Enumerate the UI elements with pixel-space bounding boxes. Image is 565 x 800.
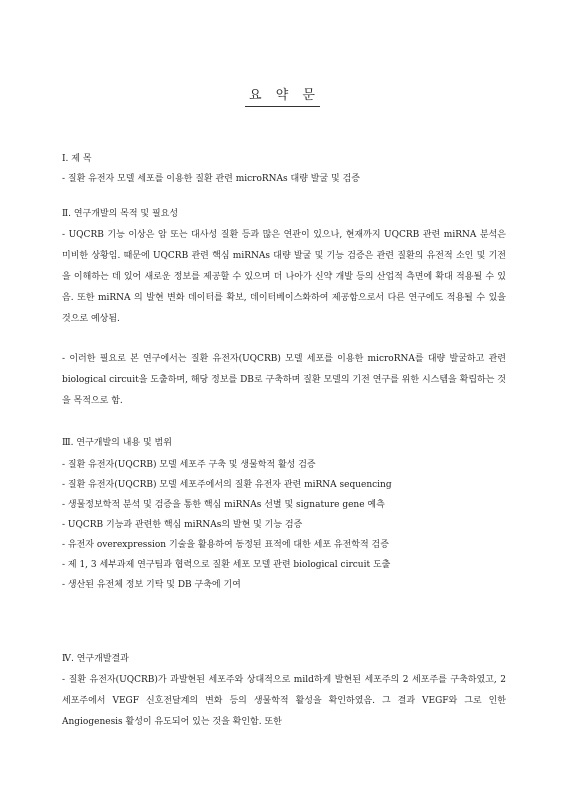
section-heading: Ⅱ. 연구개발의 목적 및 필요성 bbox=[62, 209, 179, 219]
document-title-text: 요 약 문 bbox=[245, 88, 320, 107]
section-line: - 질환 유전자(UQCRB) 모델 세포주 구축 및 생물학적 활성 검증 bbox=[62, 460, 316, 470]
section-title-subject bbox=[62, 149, 506, 189]
section-heading: Ⅰ. 제 목 bbox=[62, 154, 92, 164]
section-line: - 질환 유전자(UQCRB) 모델 세포주에서의 질환 유전자 관련 miRNA sequencing bbox=[62, 480, 392, 490]
section-content-scope bbox=[62, 433, 506, 595]
section-paragraph: - 이러한 필요로 본 연구에서는 질환 유전자(UQCRB) 모델 세포를 이용한 microRNA를 대량 발굴하고 관련 biological circuit을 도출하며, 해당 정보를 DB로 구축하며 질환 모델의 기전 연구를 위한 시스템을 확립하는 것을 목적으로 함. bbox=[62, 354, 506, 406]
document-title bbox=[0, 88, 565, 107]
section-line: - 제 1, 3 세부과제 연구팀과 협력으로 질환 세포 모델 관련 biological circuit 도출 bbox=[62, 560, 391, 570]
section-heading: Ⅳ. 연구개발결과 bbox=[62, 654, 129, 664]
section-purpose-necessity bbox=[62, 204, 506, 412]
section-paragraph: - UQCRB 기능 이상은 암 또는 대사성 질환 등과 많은 연관이 있으나, 현재까지 UQCRB 관련 miRNA 분석은 미비한 상황임. 때문에 UQCRB 관련 핵심 miRNAs 대량 발굴 및 기능 검증은 관련 질환의 유전적 소인 및 기전을 이해하는 데 있어 새로운 정보를 제공할 수 있으며 더 나아가 신약 개발 등의 산업적 측면에 확대 적용될 수 있음. 또한 miRNA 의 발현 변화 데이터를 확보, 데이터베이스화하여 제공함으로서 다른 연구에도 적용될 수 있을 것으로 예상됨. bbox=[62, 230, 506, 324]
section-line: - UQCRB 기능과 관련한 핵심 miRNAs의 발현 및 기능 검증 bbox=[62, 520, 303, 530]
section-line: - 질환 유전자 모델 세포를 이용한 질환 관련 microRNAs 대량 발굴 및 검증 bbox=[62, 174, 360, 184]
section-line: - 생산된 유전체 정보 기탁 및 DB 구축에 기여 bbox=[62, 580, 241, 590]
section-line: - 생물정보학적 분석 및 검증을 통한 핵심 miRNAs 선별 및 signature gene 예측 bbox=[62, 500, 385, 510]
section-paragraph: - 질환 유전자(UQCRB)가 과발현된 세포주와 상대적으로 mild하게 발현된 세포주의 2 세포주를 구축하였고, 2 세포주에서 VEGF 신호전달계의 변화 등의 생물학적 활성을 확인하였음. 그 결과 VEGF와 그로 인한 Angiogenesis 활성이 유도되어 있는 것을 확인함. 또한 bbox=[62, 675, 506, 727]
section-heading: Ⅲ. 연구개발의 내용 및 범위 bbox=[62, 438, 172, 448]
section-results bbox=[62, 649, 506, 733]
section-line: - 유전자 overexpression 기술을 활용하여 동정된 표적에 대한 세포 유전학적 검증 bbox=[62, 540, 389, 550]
